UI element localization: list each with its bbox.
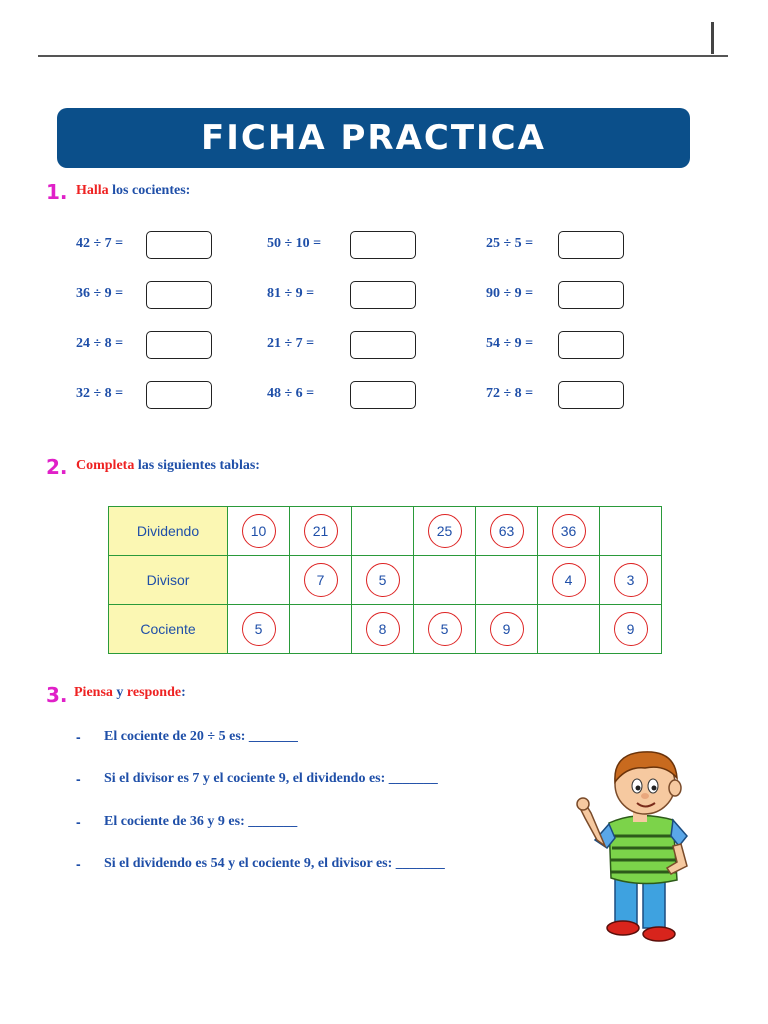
answer-box[interactable] [350, 281, 416, 309]
question-item: Si el dividendo es 54 y el cociente 9, el divisor es: _______ [104, 856, 445, 871]
top-rule-tick [711, 22, 714, 54]
circled-value: 5 [242, 612, 276, 646]
question-3-verb-2: responde [126, 685, 182, 700]
circled-value: 8 [366, 612, 400, 646]
circled-value: 21 [304, 514, 338, 548]
circled-value: 4 [552, 563, 586, 597]
question-3-verb-1: Piensa [74, 685, 113, 700]
table-cell[interactable] [228, 556, 290, 605]
table-cell[interactable] [414, 556, 476, 605]
list-bullet: - [76, 856, 81, 872]
table-row [109, 556, 662, 605]
exercise-expression: 36 ÷ 9 = [76, 286, 124, 301]
question-3-prompt [74, 685, 186, 701]
exercise-expression: 48 ÷ 6 = [267, 386, 315, 401]
exercise-expression: 25 ÷ 5 = [486, 236, 534, 251]
table-cell [476, 605, 538, 654]
question-item: El cociente de 36 y 9 es: _______ [104, 814, 298, 829]
answer-box[interactable] [146, 231, 212, 259]
table-cell[interactable] [476, 556, 538, 605]
question-1-verb: Halla [76, 183, 109, 198]
circled-value: 10 [242, 514, 276, 548]
table-row [109, 605, 662, 654]
question-2-rest: las siguientes tablas: [134, 458, 260, 473]
question-2-number: 2. [46, 455, 68, 479]
answer-box[interactable] [146, 381, 212, 409]
question-item: Si el divisor es 7 y el cociente 9, el dividendo es: _______ [104, 771, 438, 786]
table-cell [538, 507, 600, 556]
question-3-colon: : [181, 685, 186, 700]
circled-value: 9 [614, 612, 648, 646]
answer-box[interactable] [350, 381, 416, 409]
question-item: El cociente de 20 ÷ 5 es: _______ [104, 729, 298, 744]
table-cell [352, 556, 414, 605]
list-bullet: - [76, 729, 81, 745]
answer-box[interactable] [146, 281, 212, 309]
exercise-expression: 21 ÷ 7 = [267, 336, 315, 351]
circled-value: 63 [490, 514, 524, 548]
answer-box[interactable] [558, 281, 624, 309]
answer-box[interactable] [350, 231, 416, 259]
circled-value: 25 [428, 514, 462, 548]
top-rule [38, 55, 728, 57]
circled-value: 5 [366, 563, 400, 597]
question-1-rest: los cocientes: [108, 183, 191, 198]
table-cell [476, 507, 538, 556]
table-cell [228, 507, 290, 556]
circled-value: 36 [552, 514, 586, 548]
table-cell [290, 507, 352, 556]
table-cell [600, 605, 662, 654]
row-header: Dividendo [109, 507, 228, 556]
exercise-expression: 24 ÷ 8 = [76, 336, 124, 351]
table-cell[interactable] [538, 605, 600, 654]
table-cell [538, 556, 600, 605]
row-header: Divisor [109, 556, 228, 605]
exercise-expression: 90 ÷ 9 = [486, 286, 534, 301]
question-1-number: 1. [46, 180, 68, 204]
answer-box[interactable] [558, 231, 624, 259]
exercise-expression: 72 ÷ 8 = [486, 386, 534, 401]
question-2-prompt [76, 458, 260, 474]
table-cell [414, 605, 476, 654]
answer-box[interactable] [558, 331, 624, 359]
answer-box[interactable] [146, 331, 212, 359]
boy-illustration [575, 748, 700, 948]
table-cell [600, 556, 662, 605]
table-row [109, 507, 662, 556]
question-3-mid: y [112, 685, 127, 700]
exercise-expression: 54 ÷ 9 = [486, 336, 534, 351]
page-title: FICHA PRACTICA [57, 108, 690, 168]
question-2-verb: Completa [76, 458, 135, 473]
exercise-expression: 42 ÷ 7 = [76, 236, 124, 251]
answer-box[interactable] [558, 381, 624, 409]
exercise-expression: 32 ÷ 8 = [76, 386, 124, 401]
table-cell[interactable] [290, 605, 352, 654]
circled-value: 9 [490, 612, 524, 646]
table-cell[interactable] [600, 507, 662, 556]
answer-box[interactable] [350, 331, 416, 359]
row-header: Cociente [109, 605, 228, 654]
list-bullet: - [76, 814, 81, 830]
question-3-number: 3. [46, 683, 68, 707]
list-bullet: - [76, 771, 81, 787]
table-cell [414, 507, 476, 556]
table-cell[interactable] [352, 507, 414, 556]
circled-value: 5 [428, 612, 462, 646]
exercise-expression: 81 ÷ 9 = [267, 286, 315, 301]
circled-value: 3 [614, 563, 648, 597]
exercise-expression: 50 ÷ 10 = [267, 236, 322, 251]
table-cell [352, 605, 414, 654]
question-1-prompt [76, 183, 190, 199]
circled-value: 7 [304, 563, 338, 597]
table-cell [290, 556, 352, 605]
division-table [108, 506, 662, 654]
table-cell [228, 605, 290, 654]
